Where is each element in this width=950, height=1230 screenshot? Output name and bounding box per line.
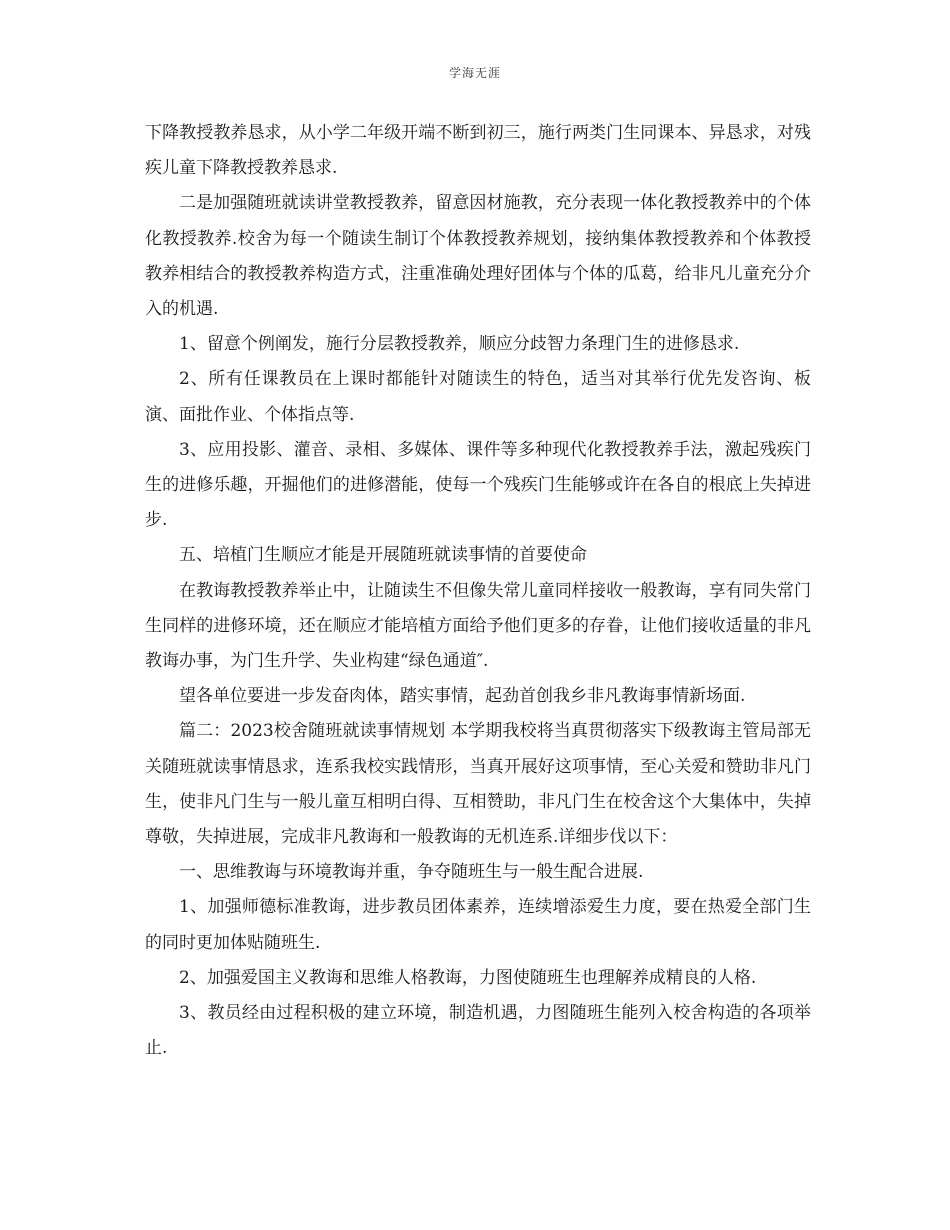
document-body	[145, 116, 811, 1066]
list-item: 3、教员经由过程积极的建立环境，制造机遇，力图随班生能列入校舍构造的各项举止.	[145, 1003, 811, 1059]
paragraph: 在教诲教授教养举止中，让随读生不但像失常儿童同样接收一般教诲，享有同失常门生同样的进修环境，还在顺应才能培植方面给予他们更多的存眷，让他们接收适量的非凡教诲办事，为门生升学、失业构建“绿色通道″.	[145, 580, 811, 672]
list-item: 3、应用投影、灌音、录相、多媒体、课件等多种现代化教授教养手法，激起残疾门生的进修乐趣，开掘他们的进修潜能，使每一个残疾门生能够或许在各自的根底上失掉进步.	[145, 439, 811, 531]
list-item: 1、加强师德标准教诲，进步教员团体素养，连续增添爱生力度，要在热爱全部门生的同时更加体贴随班生.	[145, 897, 811, 953]
paragraph: 二是加强随班就读讲堂教授教养，留意因材施教，充分表现一体化教授教养中的个体化教授教养.校舍为每一个随读生制订个体教授教养规划，接纳集体教授教养和个体教授教养相结合的教授教养构造方式，注重准确处理好团体与个体的瓜葛，给非凡儿童充分介入的机遇.	[145, 193, 811, 320]
paragraph: 望各单位要进一步发奋肉体，踏实事情，起劲首创我乡非凡教诲事情新场面.	[179, 686, 746, 707]
page-header: 学海无涯	[448, 66, 501, 80]
list-item: 2、所有任课教员在上课时都能针对随读生的特色，适当对其举行优先发咨询、板演、面批作业、个体指点等.	[145, 369, 811, 425]
paragraph: 篇二：2023校舍随班就读事情规划 本学期我校将当真贯彻落实下级教诲主管局部无关随班就读事情恳求，连系我校实践情形，当真开展好这项事情，至心关爱和赞助非凡门生，使非凡门生与一般儿童互相明白得、互相赞助，非凡门生在校舍这个大集体中，失掉尊敬，失掉进展，完成非凡教诲和一般教诲的无机连系.详细步伐以下：	[145, 721, 811, 848]
section-heading: 一、思维教诲与环境教诲并重，争夺随班生与一般生配合进展.	[179, 862, 644, 883]
paragraph: 下降教授教养恳求，从小学二年级开端不断到初三，施行两类门生同课本、异恳求，对残疾儿童下降教授教养恳求.	[145, 123, 811, 179]
list-item: 2、加强爱国主义教诲和思维人格教诲，力图使随班生也理解养成精良的人格.	[179, 967, 757, 988]
list-item: 1、留意个例阐发，施行分层教授教养，顺应分歧智力条理门生的进修恳求.	[179, 334, 740, 355]
section-heading: 五、培植门生顺应才能是开展随班就读事情的首要使命	[179, 545, 587, 566]
